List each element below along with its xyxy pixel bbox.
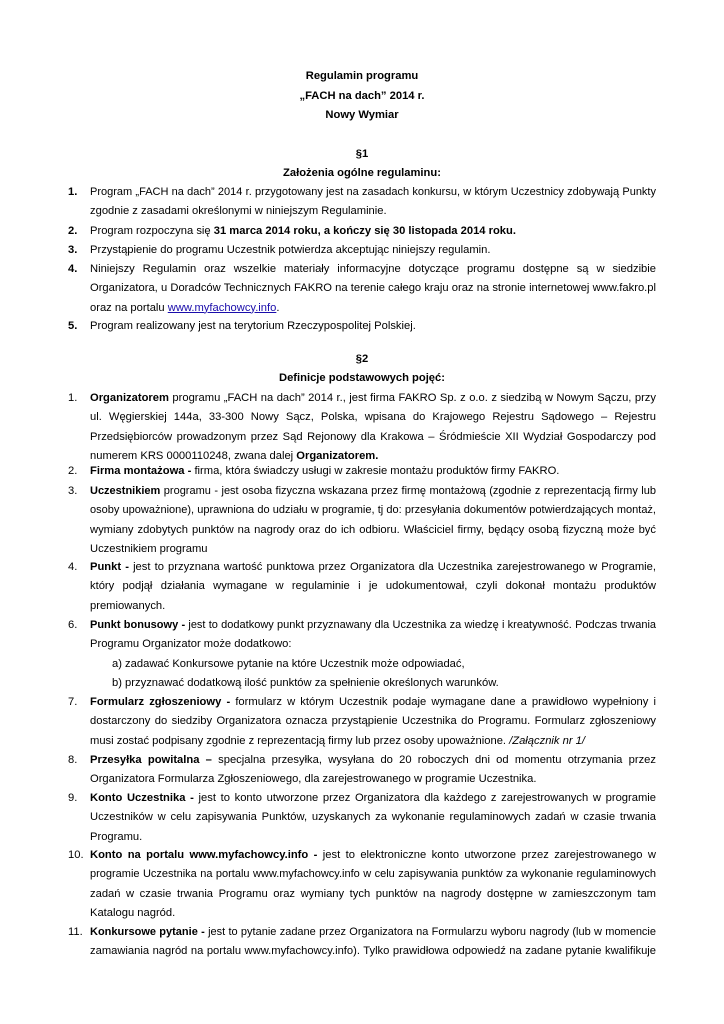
- item-text: który podjął działania wymagane w regulaminie i je udokumentował, czyli dokonał montażu produktów: [90, 580, 656, 593]
- definition-item: [68, 846, 656, 923]
- item-text: wymiany zdobytych punktów na nagrody oraz do ich odbioru. Właściciel firmy, będący osobą fizyczną może być: [90, 523, 656, 536]
- item-text: Program „FACH na dach” 2014 r. przygotowany jest na zasadach konkursu, w którym Uczestnicy zdobywają Punkty: [90, 186, 656, 198]
- definition-term: Konto na portalu www.myfachowcy.info -: [90, 849, 323, 861]
- sub-item: b) przyznawać dodatkową ilość punktów za spełnienie określonych warunków.: [112, 676, 499, 689]
- item-number: 4.: [68, 561, 78, 573]
- item-text: oraz na portalu: [90, 301, 168, 314]
- item-text: jest to dodatkowy punkt przyznawany dla Uczestnika za wiedzę i kreatywność. Podczas trwania: [188, 619, 657, 631]
- item-number: 3.: [68, 485, 78, 497]
- section-2-heading: Definicje podstawowych pojęć:: [279, 372, 445, 384]
- item-number: 10.: [68, 849, 84, 861]
- item-text: ul. Węgierskiej 144a, 33-300 Nowy Sącz, Polska, wpisana do Krajowego Rejestru Sądowego – Rejestru: [90, 411, 656, 424]
- attachment-ref: /Załącznik nr 1/: [509, 734, 585, 747]
- item-text: specjalna przesyłka, wysyłana do 20 roboczych dni od momentu otrzymania przez: [218, 754, 656, 766]
- definition-term: Organizatorem: [90, 392, 169, 404]
- list-item: [68, 183, 656, 222]
- definition-item: [68, 389, 656, 466]
- program-subtitle: Nowy Wymiar: [325, 109, 399, 121]
- item-text: Organizatora, u Doradców Technicznych FAKRO na terenie całego kraju oraz na stronie internetowej www.fakro.pl: [90, 282, 656, 295]
- item-text: Niniejszy Regulamin oraz wszelkie materiały informacyjne dotyczące programu dostępne są w siedzibie: [90, 263, 656, 275]
- item-text: jest to konto utworzone przez Organizatora dla każdego z zarejestrowanych w programie: [198, 792, 657, 804]
- item-text: programu „FACH na dach” 2014 r., jest firma FAKRO Sp. z o.o. z siedzibą w Nowym Sączu, przy: [168, 392, 656, 404]
- item-text: Przystąpienie do programu Uczestnik potwierdza akceptując niniejszy regulamin.: [90, 244, 491, 256]
- item-text: Katalogu nagród.: [90, 906, 176, 919]
- definition-item: [68, 482, 656, 559]
- program-name: „FACH na dach” 2014 r.: [299, 90, 425, 102]
- list-item: [68, 260, 656, 318]
- definition-item: [68, 789, 656, 847]
- definition-item: [68, 751, 656, 790]
- item-text: .: [276, 301, 280, 314]
- item-text: Program realizowany jest na terytorium Rzeczypospolitej Polskiej.: [90, 320, 416, 332]
- item-number: 1.: [68, 186, 78, 198]
- definition-term: Organizatorem.: [296, 449, 379, 462]
- definition-term: Punkt -: [90, 561, 134, 573]
- item-text: Programu Organizator może dodatkowo:: [90, 638, 292, 651]
- item-number: 3.: [68, 244, 78, 256]
- item-text: Uczestników w celu zapisywania Punktów, uzyskanych za wykonanie regulaminowych zadań w czasie trwania: [90, 811, 656, 824]
- item-text: Programu.: [90, 830, 143, 843]
- item-text: dostarczony do siedziby Organizatora oznacza przystąpienie Uczestnika do Programu. Formularz zgłoszeniowy: [90, 715, 656, 728]
- item-text: osoby upoważnione), uprawniona do udziału w programie, tj do: przesyłania dokumentów potwierdzających montaż,: [90, 504, 656, 517]
- section-1-number: §1: [355, 148, 369, 160]
- definition-item: [68, 558, 656, 616]
- item-text: Przedsiębiorców prowadzonym przez Sąd Rejonowy dla Krakowa – Śródmieście XII Wydział Gospodarczy pod: [90, 430, 656, 443]
- list-item: [68, 241, 656, 260]
- item-number: 8.: [68, 754, 78, 766]
- item-text: Program rozpoczyna się: [90, 225, 214, 237]
- item-text: programu - jest osoba fizyczna wskazana przez firmę montażową (zgodnie z reprezentacją firmy lub: [160, 485, 656, 497]
- item-number: 7.: [68, 696, 78, 708]
- portal-link[interactable]: www.myfachowcy.info: [167, 301, 277, 314]
- item-text: zgodnie z zasadami określonymi w niniejszym Regulaminie.: [90, 205, 387, 218]
- definition-item: [68, 693, 656, 751]
- section-1-heading: Założenia ogólne regulaminu:: [283, 167, 441, 179]
- item-number: 11.: [68, 926, 83, 938]
- item-text: zamawiania nagród na portalu www.myfachowcy.info). Tylko prawidłowa odpowiedź na zadane pytanie kwalifikuje: [90, 945, 656, 958]
- definition-term: Formularz zgłoszeniowy -: [90, 696, 236, 708]
- item-number: 1.: [68, 392, 78, 404]
- item-number: 4.: [68, 263, 78, 275]
- definition-term: Konkursowe pytanie -: [90, 926, 209, 938]
- program-dates: 31 marca 2014 roku, a kończy się 30 listopada 2014 roku.: [213, 225, 516, 237]
- item-number: 2.: [68, 225, 78, 237]
- item-text: Organizatora Formularza Zgłoszeniowego, dla zarejestrowanego w programie Uczestnika.: [90, 773, 537, 786]
- item-text: jest to elektroniczne konto utworzone przez zarejestrowanego w: [322, 849, 656, 861]
- item-text: jest to pytanie zadane przez Organizatora na Formularzu wyboru nagrody (lub w momencie: [208, 926, 656, 938]
- item-text: formularz w którym Uczestnik podaje wymagane dane a prawidłowo wypełniony i: [235, 696, 656, 708]
- definition-item: [68, 923, 656, 962]
- definition-term: Uczestnikiem: [90, 485, 161, 497]
- definition-item: [68, 462, 656, 481]
- item-text: programie Uczestnika na portalu www.myfachowcy.info w celu zapisywania punktów za wykonanie regulaminowych: [90, 868, 656, 881]
- item-text: zadań w czasie trwania Programu oraz wymiany tych punktów na nagrody dostępne w zamieszczonym tam: [90, 887, 656, 900]
- item-text: jest to przyznana wartość punktowa przez Organizatora dla Uczestnika zarejestrowanego w Programie,: [133, 561, 656, 573]
- item-number: 9.: [68, 792, 78, 804]
- list-item: [68, 317, 656, 336]
- definition-item: [68, 616, 656, 693]
- definition-term: Punkt bonusowy -: [90, 619, 189, 631]
- definition-term: Firma montażowa -: [90, 465, 195, 477]
- list-item: [68, 222, 656, 241]
- sub-item: a) zadawać Konkursowe pytanie na które Uczestnik może odpowiadać,: [112, 657, 465, 670]
- definition-term: Konto Uczestnika -: [90, 792, 199, 804]
- item-text: firma, która świadczy usługi w zakresie montażu produktów firmy FAKRO.: [194, 465, 560, 477]
- item-number: 2.: [68, 465, 78, 477]
- definition-term: Przesyłka powitalna –: [90, 754, 219, 766]
- item-text: musi zostać podpisany zgodnie z reprezentacją firmy lub przez osoby upoważnione.: [90, 734, 510, 747]
- document-title: Regulamin programu: [305, 70, 419, 82]
- section-2-number: §2: [355, 353, 369, 365]
- item-text: premiowanych.: [90, 599, 166, 612]
- item-number: 5.: [68, 320, 78, 332]
- item-text: Uczestnikiem programu: [90, 542, 208, 555]
- item-text: numerem KRS 0000110248, zwana dalej: [90, 449, 297, 462]
- item-number: 6.: [68, 619, 78, 631]
